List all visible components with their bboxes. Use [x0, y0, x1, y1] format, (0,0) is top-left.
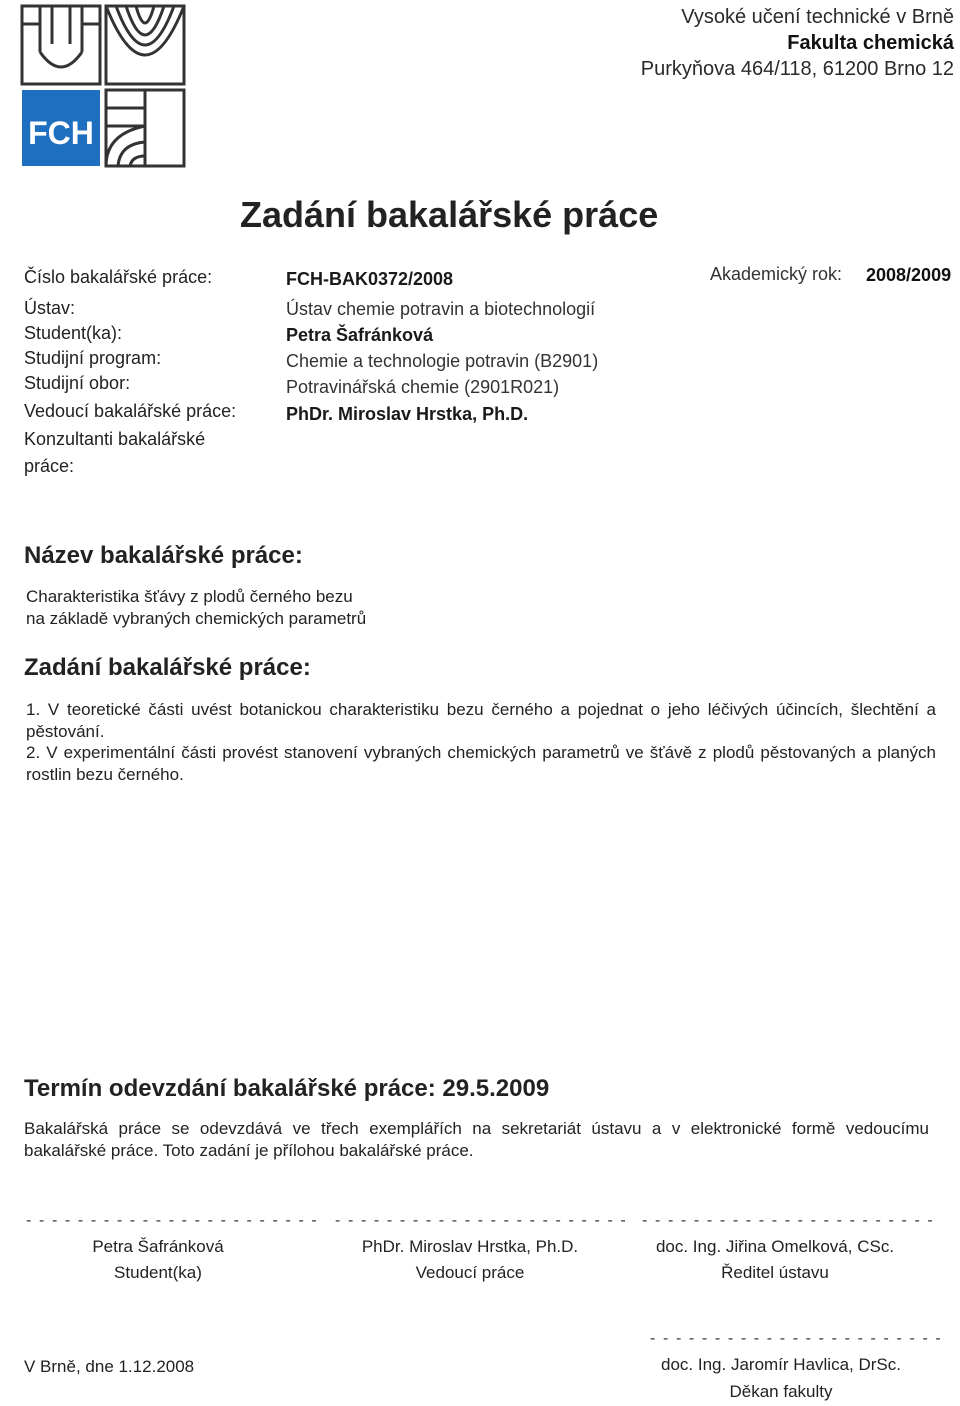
thesis-title-line1: Charakteristika šťávy z plodů černého bezu	[26, 587, 353, 606]
signature-supervisor-name: PhDr. Miroslav Hrstka, Ph.D.	[361, 1237, 579, 1256]
deadline-text: Bakalářská práce se odevzdává ve třech exemplářích na sekretariát ústavu a v elektronické formě vedoucímu bakalářské práce. Toto zadání je přílohou bakalářské práce.	[24, 1119, 929, 1160]
signature-director-name: doc. Ing. Jiřina Omelková, CSc.	[655, 1237, 895, 1256]
value-student: Petra Šafránková	[286, 325, 434, 345]
academic-year-label: Akademický rok:	[710, 264, 843, 284]
label-student: Student(ka):	[24, 323, 123, 343]
faculty-name: Fakulta chemická	[787, 32, 954, 54]
thesis-title-heading: Název bakalářské práce:	[24, 542, 303, 569]
signature-director-role: Ředitel ústavu	[721, 1263, 829, 1282]
label-institute: Ústav:	[24, 298, 76, 318]
signature-student-name: Petra Šafránková	[92, 1237, 224, 1256]
signature-line-dean: - - - - - - - - - - - - - - - - - - - - - - -	[650, 1330, 943, 1347]
value-study-field: Potravinářská chemie (2901R021)	[286, 377, 560, 397]
value-study-program: Chemie a technologie potravin (B2901)	[286, 351, 599, 371]
assignment-item-2: 2. V experimentální části provést stanovení vybraných chemických parametrů ve šťávě z plodů pěstovaných a planých rostlin bezu černého.	[26, 743, 936, 784]
label-study-field: Studijní obor:	[24, 373, 131, 393]
svg-text:FCH: FCH	[28, 115, 94, 151]
vut-fch-logo-icon	[20, 4, 186, 168]
signature-student-role: Student(ka)	[114, 1263, 202, 1282]
deadline-heading: Termín odevzdání bakalářské práce: 29.5.2009	[24, 1075, 550, 1102]
signature-line-director: - - - - - - - - - - - - - - - - - - - - - - -	[642, 1212, 935, 1229]
signature-line-student: - - - - - - - - - - - - - - - - - - - - - - -	[26, 1212, 319, 1229]
signature-dean-name: doc. Ing. Jaromír Havlica, DrSc.	[661, 1355, 901, 1374]
value-thesis-number: FCH-BAK0372/2008	[286, 269, 454, 289]
label-supervisor: Vedoucí bakalářské práce:	[24, 401, 237, 421]
university-name: Vysoké učení technické v Brně	[681, 6, 954, 28]
value-institute: Ústav chemie potravin a biotechnologií	[286, 299, 596, 319]
value-supervisor: PhDr. Miroslav Hrstka, Ph.D.	[286, 404, 529, 424]
thesis-title-line2: na základě vybraných chemických parametrů	[26, 609, 367, 628]
assignment-item-1: 1. V teoretické části uvést botanickou charakteristiku bezu černého a pojednat o jeho léčivých účincích, šlechtění a pěstování.	[26, 700, 936, 741]
signature-line-supervisor: - - - - - - - - - - - - - - - - - - - - - - -	[335, 1212, 628, 1229]
label-consultants-line2: práce:	[24, 456, 75, 476]
place-and-date: V Brně, dne 1.12.2008	[24, 1357, 195, 1376]
academic-year-value: 2008/2009	[866, 265, 952, 285]
label-consultants-line1: Konzultanti bakalářské	[24, 429, 206, 449]
faculty-logo	[20, 4, 186, 168]
signature-dean-role: Děkan fakulty	[729, 1382, 833, 1401]
signature-supervisor-role: Vedoucí práce	[415, 1263, 525, 1282]
faculty-address: Purkyňova 464/118, 61200 Brno 12	[640, 58, 954, 80]
assignment-heading: Zadání bakalářské práce:	[24, 654, 311, 681]
institution-header	[641, 4, 954, 82]
label-study-program: Studijní program:	[24, 348, 162, 368]
label-thesis-number: Číslo bakalářské práce:	[24, 267, 213, 287]
document-title: Zadání bakalářské práce	[240, 194, 659, 235]
